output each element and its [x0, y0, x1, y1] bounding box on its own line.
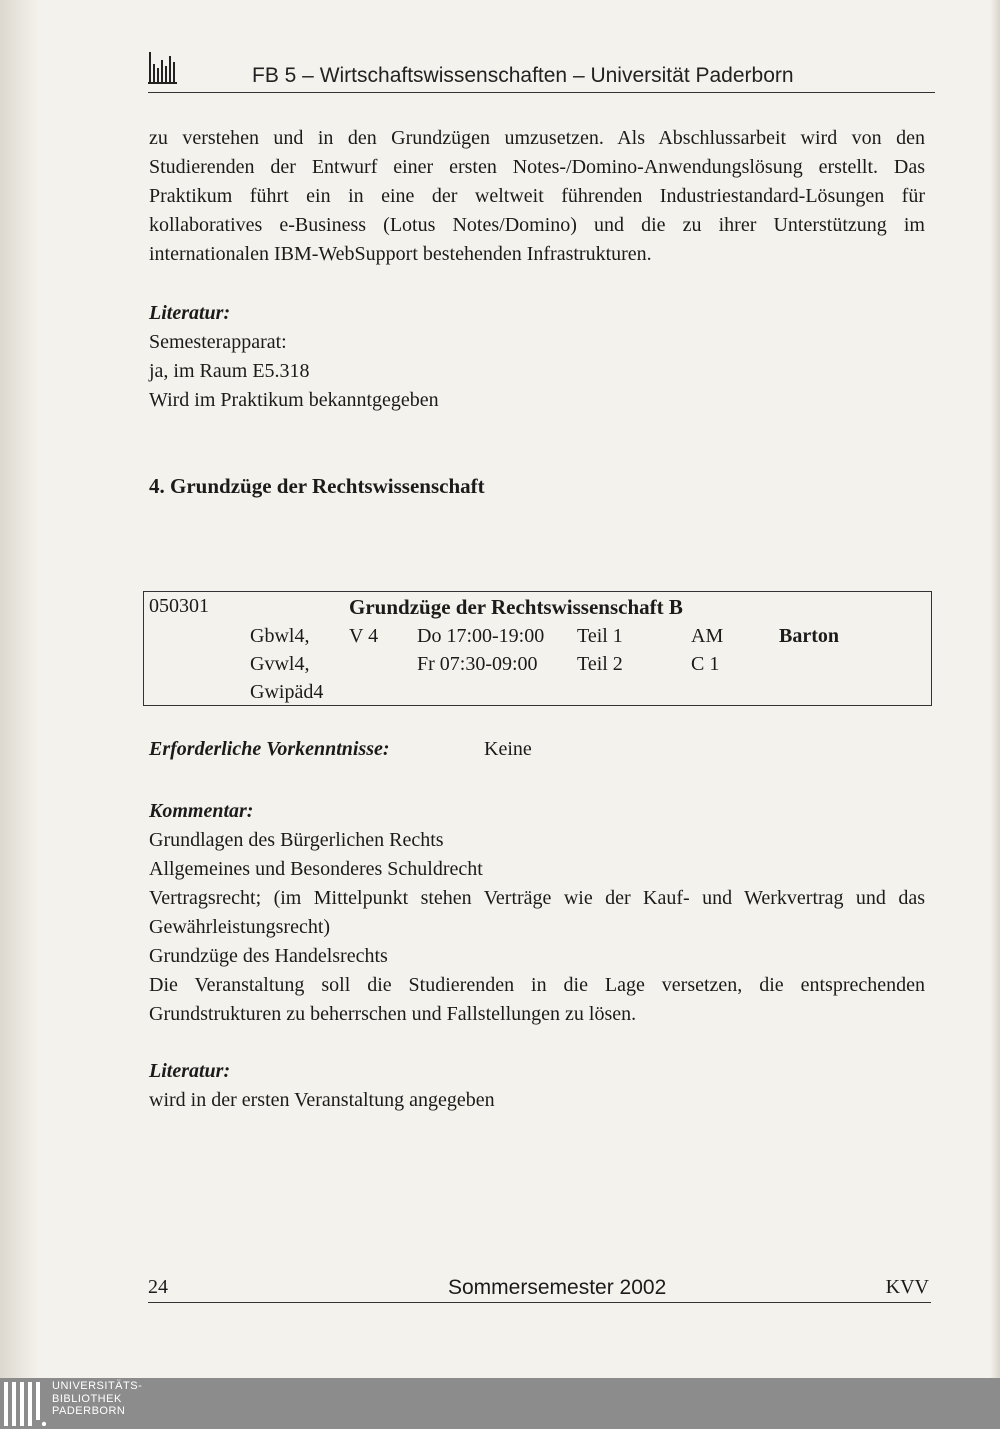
library-name-line: UNIVERSITÄTS- [52, 1380, 143, 1392]
header-title: FB 5 – Wirtschaftswissenschaften – Universität Paderborn [252, 64, 794, 87]
course-program: Gvwl4, [250, 653, 310, 675]
literature-label-2: Literatur: [149, 1060, 231, 1082]
section-title: 4. Grundzüge der Rechtswissenschaft [149, 474, 485, 498]
prerequisites-label: Erforderliche Vorkenntnisse: [149, 738, 390, 760]
comment-line: Die Veranstaltung soll die Studierenden in die Lage versetzen, die entsprechenden Grundstrukturen zu beherrschen und Fallstellungen zu lösen. [149, 974, 925, 1025]
comment-line: Allgemeines und Besonderes Schuldrecht [149, 858, 483, 880]
session-time: Do 17:00-19:00 [417, 625, 545, 647]
course-number: 050301 [149, 595, 209, 617]
literature-label-1: Literatur: [149, 302, 231, 324]
comment-block [149, 797, 925, 1029]
university-logo-icon [148, 50, 178, 86]
literature-line: ja, im Raum E5.318 [149, 360, 310, 382]
page-number: 24 [148, 1276, 168, 1298]
session-room: AM [691, 625, 724, 647]
footer-semester: Sommersemester 2002 [448, 1276, 667, 1299]
course-program: Gwipäd4 [250, 681, 324, 703]
page-binding-edge [0, 0, 40, 1378]
session-room: C 1 [691, 653, 720, 675]
course-program: Gbwl4, [250, 625, 310, 647]
library-banner [0, 1378, 1000, 1429]
library-name-line: BIBLIOTHEK [52, 1392, 122, 1405]
library-name [52, 1380, 142, 1418]
intro-paragraph [149, 124, 925, 269]
page-header [148, 48, 935, 93]
literature-line: Semesterapparat: [149, 331, 287, 353]
literature-line: wird in der ersten Veranstaltung angegeben [149, 1089, 495, 1111]
footer-code: KVV [885, 1276, 929, 1298]
literature-block-2 [149, 1057, 925, 1115]
prerequisites-value: Keine [484, 738, 532, 760]
session-part: Teil 1 [577, 625, 623, 647]
comment-line: Grundzüge des Handelsrechts [149, 945, 388, 967]
library-stripes-icon [2, 1382, 46, 1426]
comment-line: Grundlagen des Bürgerlichen Rechts [149, 829, 444, 851]
literature-line: Wird im Praktikum bekanntgegeben [149, 389, 439, 411]
page-right-edge [990, 0, 1000, 1378]
page-footer [148, 1276, 931, 1303]
course-lecturer: Barton [779, 625, 839, 647]
course-type: V 4 [349, 625, 379, 647]
comment-line: Vertragsrecht; (im Mittelpunkt stehen Verträge wie der Kauf- und Werkvertrag und das Gewährleistungsrecht) [149, 887, 925, 938]
comment-label: Kommentar: [149, 800, 254, 822]
session-part: Teil 2 [577, 653, 623, 675]
course-title: Grundzüge der Rechtswissenschaft B [349, 595, 683, 619]
intro-text: zu verstehen und in den Grundzügen umzusetzen. Als Abschlussarbeit wird von den Studierenden der Entwurf einer ersten Notes-/Domino-Anwendungslösung erstellt. Das Praktikum führt ein in eine der weltweit führenden Industriestandard-Lösungen für kollaboratives e-Business (Lotus Notes/Domino) und die zu ihrer Unterstützung im internationalen IBM-WebSupport bestehenden Infrastrukturen. [149, 127, 925, 265]
prerequisites-row [149, 738, 532, 761]
course-entry-box [143, 591, 932, 706]
library-name-line: PADERBORN [52, 1405, 126, 1417]
literature-block-1 [149, 299, 925, 415]
session-time: Fr 07:30-09:00 [417, 653, 538, 675]
